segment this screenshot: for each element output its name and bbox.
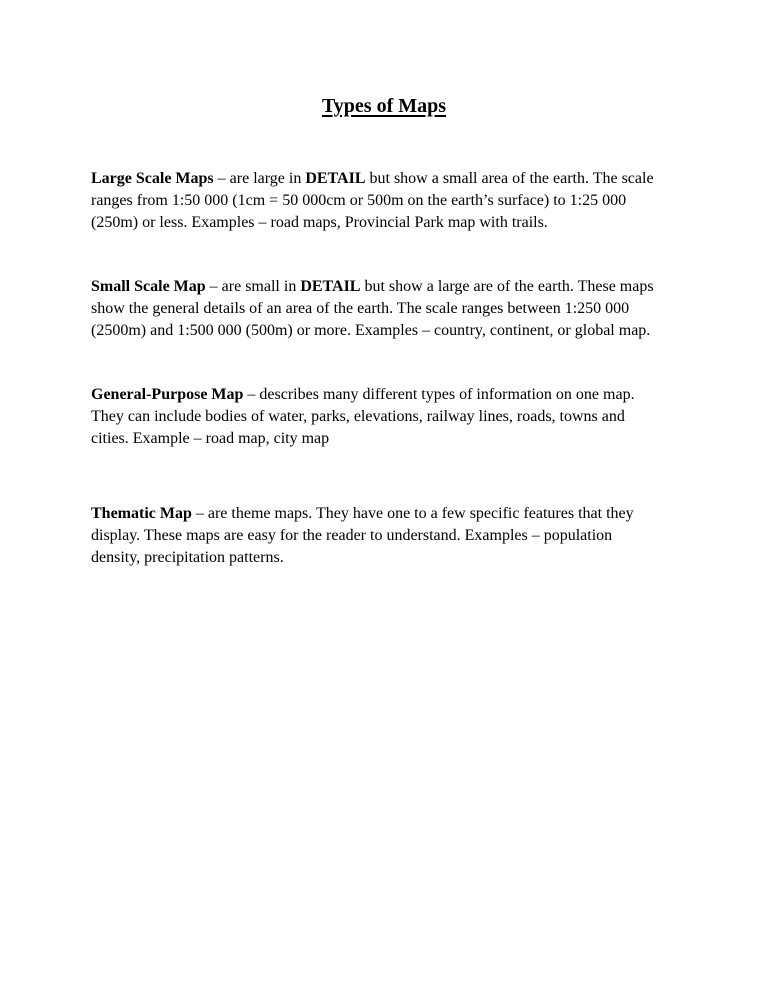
section-text: – are theme maps. They have one to a few specific features that they <box>191 505 634 522</box>
page-title-text: Types of Maps <box>321 95 447 117</box>
section-text: (250m) or less. Examples – road maps, Provincial Park map with trails. <box>91 214 548 231</box>
section-text: (2500m) and 1:500 000 (500m) or more. Examples – country, continent, or global map. <box>91 322 651 339</box>
section-text: – are large in <box>213 170 306 187</box>
section-text: – describes many different types of information on one map. <box>243 386 635 403</box>
section-text: density, precipitation patterns. <box>91 549 284 566</box>
section-thematic-map <box>91 503 683 569</box>
section-term: General-Purpose Map <box>91 386 244 403</box>
section-large-scale-maps <box>91 168 683 234</box>
section-term: Thematic Map <box>91 505 192 522</box>
section-text: but show a large are of the earth. These maps <box>360 278 654 295</box>
section-text: – are small in <box>205 278 301 295</box>
section-term: Large Scale Maps <box>91 170 214 187</box>
section-text: They can include bodies of water, parks, elevations, railway lines, roads, towns and <box>91 408 625 425</box>
emphasis-text: DETAIL <box>305 170 366 187</box>
section-text: display. These maps are easy for the reader to understand. Examples – population <box>91 527 613 544</box>
section-term: Small Scale Map <box>91 278 206 295</box>
page-title <box>0 93 768 119</box>
section-text: but show a small area of the earth. The scale <box>365 170 654 187</box>
section-small-scale-map <box>91 276 683 342</box>
emphasis-text: DETAIL <box>300 278 361 295</box>
section-text: ranges from 1:50 000 (1cm = 50 000cm or 500m on the earth’s surface) to 1:25 000 <box>91 192 627 209</box>
section-general-purpose-map <box>91 384 683 450</box>
section-text: show the general details of an area of the earth. The scale ranges between 1:250 000 <box>91 300 630 317</box>
section-text: cities. Example – road map, city map <box>91 430 330 447</box>
